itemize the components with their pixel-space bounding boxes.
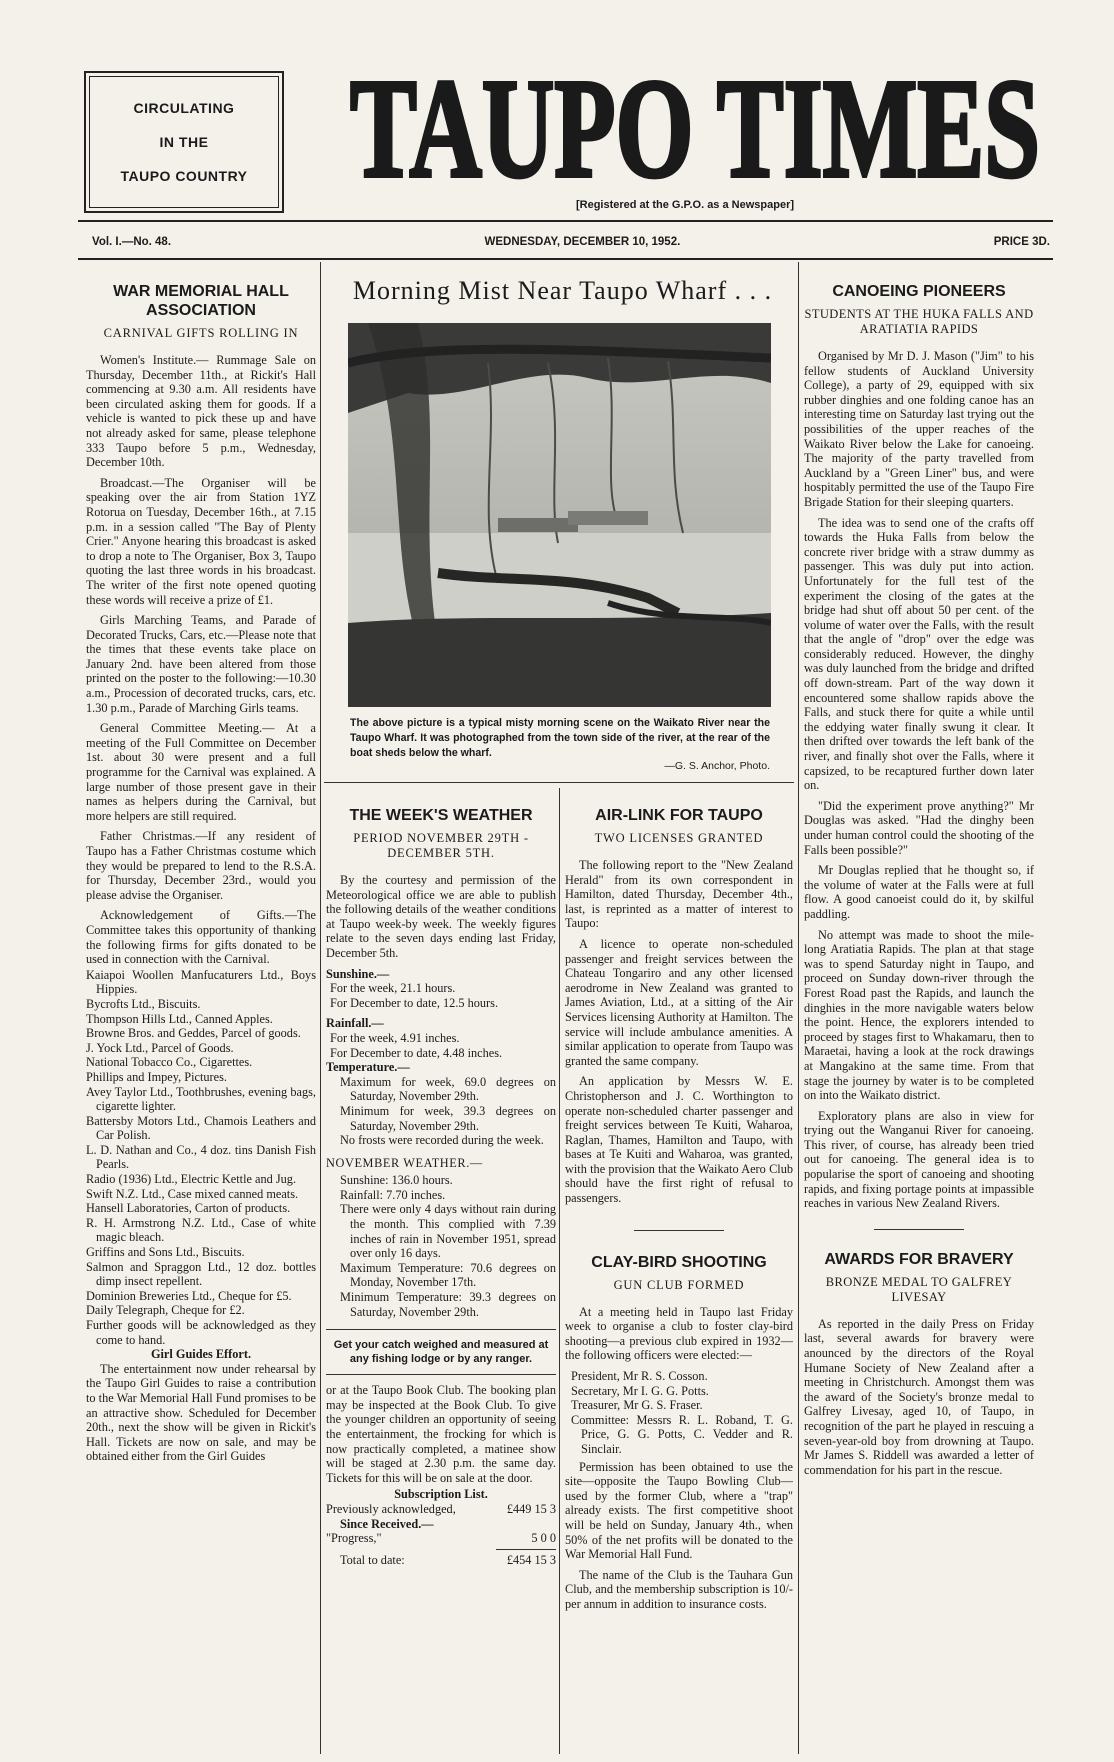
- claybird-heading: CLAY-BIRD SHOOTING: [591, 1253, 767, 1271]
- paragraph: Girls Marching Teams, and Parade of Decorated Trucks, Cars, etc.—Please note that the times that these events take place on January 2nd. have been altered from those printed on the poster to the following:—10.30 a.m., Procession of decorated trucks, cars, etc. 1.30 p.m., Parade of Marching Girls teams.: [86, 613, 316, 715]
- photo-morning-mist: [348, 323, 771, 707]
- newspaper-title-text: TAUPO TIMES: [350, 58, 1040, 198]
- subscription-amount: £454 15 3: [506, 1552, 556, 1567]
- photo-rule: [324, 782, 794, 783]
- gift-item: Bycrofts Ltd., Biscuits.: [86, 996, 201, 1011]
- paragraph: A licence to operate non-scheduled passenger and freight services between the Chateau Tongariro and any other licensed aerodrome in New Zealand was granted to James Aviation, Ltd., at a sitting of the Air Services licensing Authority at Hamilton. The service will include ambulance amenities. A similar application to operate from Taupo was granted the same company.: [565, 936, 793, 1068]
- claybird-subheading: GUN CLUB FORMED: [613, 1277, 745, 1292]
- airlink-article: [565, 806, 793, 1752]
- photo-credit: —G. S. Anchor, Photo.: [664, 760, 770, 772]
- gift-item: Kaiapoi Woollen Manfucaturers Ltd., Boys Hippies.: [86, 967, 316, 997]
- gift-item: Avey Taylor Ltd., Toothbrushes, evening bags, cigarette lighter.: [86, 1084, 316, 1114]
- november-line: Minimum Temperature: 39.3 degrees on Saturday, November 29th.: [340, 1290, 556, 1319]
- paragraph: Permission has been obtained to use the site—opposite the Taupo Bowling Club—used by the former Club, where a "trap" already exists. The first competitive shoot will be held on Sunday, January 4th., when 50% of the net profits will be donated to the War Memorial Hall Fund.: [565, 1459, 793, 1562]
- gift-item: Battersby Motors Ltd., Chamois Leathers and Car Polish.: [86, 1113, 316, 1143]
- since-title: Since Received.—: [340, 1516, 434, 1531]
- dateline: [92, 236, 1050, 248]
- subscription-row: [326, 1531, 556, 1546]
- article-divider: [634, 1230, 724, 1231]
- gift-item: National Tobacco Co., Cigarettes.: [86, 1055, 253, 1070]
- airlink-subheading: TWO LICENSES GRANTED: [594, 831, 764, 845]
- temperature-title: Temperature.—: [326, 1060, 410, 1075]
- temperature-line: Minimum for week, 39.3 degrees on Saturday, November 29th.: [340, 1103, 556, 1133]
- weather-article: [326, 806, 556, 1752]
- gift-item: Browne Bros. and Geddes, Parcel of goods.: [86, 1026, 301, 1041]
- photo-title: Morning Mist Near Taupo Wharf . . .: [352, 276, 773, 305]
- officer-line: Committee: Messrs R. L. Roband, T. G. Price, G. G. Potts, C. Vedder and R. Sinclair.: [571, 1412, 793, 1456]
- sum-rule: [496, 1549, 556, 1550]
- officer-line: President, Mr R. S. Cosson.: [571, 1369, 708, 1384]
- gift-item: Dominion Breweries Ltd., Cheque for £5.: [86, 1288, 292, 1303]
- paragraph: As reported in the daily Press on Friday last, several awards for bravery were anounced by the directors of the Royal Humane Society of New Zealand after a meeting in Christchurch. Amongst them was the award of the Society's bronze medal to Galfrey Livesay, aged 10, of Taupo, in recognition of the part he played in rescuing a seven-year-old boy from drowning at Taupo. Mr James S. Riddell was awarded a letter of commendation for his part in the rescue.: [804, 1316, 1034, 1477]
- november-title: NOVEMBER WEATHER.—: [326, 1155, 483, 1170]
- war-memorial-subheading: CARNIVAL GIFTS ROLLING IN: [103, 326, 299, 340]
- rainfall-line: For December to date, 4.48 inches.: [330, 1045, 503, 1060]
- paragraph: By the courtesy and permission of the Meteorological office we are able to publish the following details of the weather conditions at Taupo week-by week. The weekly figures relate to the seven days ending last Friday, December 5th.: [326, 873, 556, 960]
- paragraph: The idea was to send one of the crafts off towards the Huka Falls from below the concrete river bridge with a straw dummy as passenger. This was duly put into action. Unfortunately for the full test of the experiment the closing of the gates at the bridge had shut off about 50 per cent. of the volume of water over the Falls, with the result that the angle of "drop" over the edge was considerably reduced. However, the dinghy was duly launched from the bridge and drifted off down-stream. Part of the way down it encountered some shallow rapids above the Falls, and stuck there for quite a while until the eddying water finally swung it clear. It then drifted over towards the left bank of the river, and finally shot over the Falls, where it capsized, to be recaptured further down later on.: [804, 515, 1034, 793]
- registered-note: [Registered at the G.P.O. as a Newspaper]: [575, 199, 795, 211]
- subscription-label: Previously acknowledged,: [326, 1501, 456, 1516]
- gift-item: L. D. Nathan and Co., 4 doz. tins Danish Fish Pearls.: [86, 1142, 316, 1172]
- paragraph: At a meeting held in Taupo last Friday week to organise a club to foster clay-bird shooting—a previous club expired in 1932—the following officers were elected:—: [565, 1304, 793, 1363]
- subscription-amount: 5 0 0: [531, 1531, 556, 1546]
- circulating-line-1: CIRCULATING: [133, 100, 235, 116]
- paragraph: The name of the Club is the Tauhara Gun Club, and the membership subscription is 10/- per annum in addition to insurance costs.: [565, 1567, 793, 1611]
- subscription-label: Total to date:: [340, 1552, 405, 1567]
- fishing-note: Get your catch weighed and measured at any fishing lodge or by any ranger.: [326, 1329, 556, 1375]
- column-rule-1: [320, 262, 321, 1754]
- circulating-line-3: TAUPO COUNTRY: [120, 168, 248, 184]
- circulating-line-2: IN THE: [159, 134, 209, 150]
- weather-subheading: PERIOD NOVEMBER 29TH - DECEMBER 5TH.: [353, 831, 529, 860]
- circulating-box: [84, 71, 284, 213]
- temperature-line: Maximum for week, 69.0 degrees on Saturday, November 29th.: [340, 1074, 556, 1104]
- paragraph: The entertainment now under rehearsal by the Taupo Girl Guides to raise a contribution to the War Memorial Hall Fund promises to be an attractive show. Scheduled for December 20th., next the show will be given in Rickit's Hall. Tickets are now on sale, and may be obtained either from the Girl Guides: [86, 1361, 316, 1464]
- gift-item: Griffins and Sons Ltd., Biscuits.: [86, 1245, 245, 1260]
- sunshine-line: For the week, 21.1 hours.: [330, 981, 456, 996]
- girl-guides-title: Girl Guides Effort.: [150, 1347, 252, 1362]
- canoeing-article: [804, 282, 1034, 1752]
- paragraph: "Did the experiment prove anything?" Mr Douglas was asked. "Had the dinghy been under human control could the shooting of the Falls been possible?": [804, 798, 1034, 857]
- gift-item: Phillips and Impey, Pictures.: [86, 1069, 227, 1084]
- price: PRICE 3D.: [993, 236, 1050, 248]
- photo-caption: The above picture is a typical misty morning scene on the Waikato River near the Taupo Wharf. It was photographed from the town side of the river, at the rear of the boat sheds below the wharf.: [350, 717, 770, 759]
- newspaper-title: [345, 58, 1045, 198]
- bravery-heading: AWARDS FOR BRAVERY: [824, 1250, 1014, 1268]
- issue-date: WEDNESDAY, DECEMBER 10, 1952.: [484, 236, 681, 248]
- column-rule-3: [798, 262, 799, 1754]
- gift-item: Thompson Hills Ltd., Canned Apples.: [86, 1011, 273, 1026]
- subscription-amount: £449 15 3: [506, 1501, 556, 1516]
- paragraph: Acknowledgement of Gifts.—The Committee takes this opportunity of thanking the following firms for gifts donated to be used in connection with the Carnival.: [86, 908, 316, 967]
- gift-item: Radio (1936) Ltd., Electric Kettle and Jug.: [86, 1172, 297, 1187]
- paragraph: No attempt was made to shoot the mile-long Aratiatia Rapids. The plan at that stage was to spend Saturday night in Taupo, and proceed on Sunday down-river through the Forest Road past the Rapids, and launch the dinghies in the more navigable waters below the point. Hence, the explorers intended to proceed by stages first to Whakamaru, then to Maraetai, having a look at the rock drawings at Mangakino at the same time. From that stage the journey by water is to be completed on into the Waikato district.: [804, 927, 1034, 1103]
- gift-item: Daily Telegraph, Cheque for £2.: [86, 1303, 245, 1318]
- paragraph: Exploratory plans are also in view for trying out the Wanganui River for canoeing. This river, of course, has already been tried out for canoeing. The general idea is to popularise the sport of canoeing and shooting rapids, and fixing portage points at impassible reaches in various New Zealand Rivers.: [804, 1108, 1034, 1211]
- paragraph: Broadcast.—The Organiser will be speaking over the air from Station 1YZ Rotorua on Tuesday, December 16th., at 7.15 p.m. in a session called "The Bay of Plenty Crier." Anyone hearing this broadcast is asked to drop a note to The Organiser, Box 3, Taupo quoting the last three words in his broadcast. The writer of the first note opened quoting these words will receive a prize of £1.: [86, 475, 316, 607]
- gift-item: J. Yock Ltd., Parcel of Goods.: [86, 1040, 234, 1055]
- gift-item: Salmon and Spraggon Ltd., 12 doz. bottles dimp insect repellent.: [86, 1259, 316, 1289]
- war-memorial-article: [86, 282, 316, 1752]
- column-rule-2: [559, 788, 560, 1754]
- subscription-title: Subscription List.: [394, 1487, 488, 1502]
- subscription-row: [326, 1553, 556, 1568]
- article-divider: [874, 1229, 964, 1230]
- temperature-line: No frosts were recorded during the week.: [340, 1133, 544, 1148]
- officer-line: Secretary, Mr I. G. G. Potts.: [571, 1383, 709, 1398]
- masthead-rule-bottom: [78, 258, 1053, 260]
- gift-list: [86, 968, 316, 1347]
- november-line: Rainfall: 7.70 inches.: [340, 1187, 446, 1202]
- sunshine-line: For December to date, 12.5 hours.: [330, 995, 499, 1010]
- november-line: Maximum Temperature: 70.6 degrees on Monday, November 17th.: [340, 1260, 556, 1290]
- volume-number: Vol. I.—No. 48.: [92, 236, 172, 248]
- paragraph: General Committee Meeting.— At a meeting of the Full Committee on December 1st. about 30 were present and a full programme for the Carnival was explained. A large number of those present gave in their names as helpers during the Carnival, but more helpers are still required.: [86, 721, 316, 823]
- paragraph: Organised by Mr D. J. Mason ("Jim" to his fellow students of Auckland University College), a party of 29, equipped with six rubber dinghies and one folding canoe has an interesting time on Saturday last trying out the possibilities of the upper reaches of the Waikato River below the Lake for canoeing. The majority of the party travelled from Auckland by a "Green Liner" bus, and were hospitably permitted the use of the Taupo Fire Brigade Station for their sleeping quarters.: [804, 349, 1034, 509]
- paragraph: Mr Douglas replied that he thought so, if the volume of water at the Falls were at full flow. A good canoeist could do it, by skilful paddling.: [804, 863, 1034, 921]
- officer-line: Treasurer, Mr G. S. Fraser.: [571, 1398, 703, 1413]
- gift-item: R. H. Armstrong N.Z. Ltd., Case of white magic bleach.: [86, 1215, 316, 1245]
- gift-item: Hansell Laboratories, Carton of products.: [86, 1201, 291, 1216]
- paragraph: Father Christmas.—If any resident of Taupo has a Father Christmas costume which they would be prepared to lend to the R.S.A. for Thursday, December 23rd., would you please advise the Organiser.: [86, 829, 316, 902]
- paragraph: An application by Messrs W. E. Christopherson and J. C. Worthington to operate non-scheduled charter passenger and freight services between Te Kuiti, Waharoa, Raglan, Thames, Hamilton and Taupo, with bases at Te Kuiti and Waharoa, was granted, with the provision that the Waikato Aero Club should have the first right of refusal to passengers.: [565, 1074, 793, 1206]
- airlink-heading: AIR-LINK FOR TAUPO: [595, 807, 763, 824]
- canoeing-subheading: STUDENTS AT THE HUKA FALLS AND ARATIATIA RAPIDS: [804, 307, 1034, 336]
- masthead-rule-top: [78, 220, 1053, 222]
- gift-item: Further goods will be acknowledged as they come to hand.: [86, 1318, 316, 1347]
- november-line: Sunshine: 136.0 hours.: [340, 1173, 453, 1188]
- rainfall-title: Rainfall.—: [326, 1016, 384, 1031]
- sunshine-title: Sunshine.—: [326, 966, 390, 981]
- rainfall-line: For the week, 4.91 inches.: [330, 1030, 460, 1045]
- subscription-label: "Progress,": [326, 1531, 382, 1546]
- gift-item: Swift N.Z. Ltd., Case mixed canned meats.: [86, 1186, 299, 1201]
- war-memorial-heading: WAR MEMORIAL HALL ASSOCIATION: [113, 283, 289, 319]
- subscription-row: [326, 1502, 556, 1517]
- november-line: There were only 4 days without rain during the month. This complied with 7.39 inches of rain in November 1951, spread over only 16 days.: [340, 1202, 556, 1261]
- paragraph: Women's Institute.— Rummage Sale on Thursday, December 11th., at Rickit's Hall commencing at 9.30 a.m. All residents have been circulated asking them for goods. If a vehicle is wanted to pick these up and have not already asked for same, please telephone 333 Taupo before 5 p.m., Wednesday, December 10th.: [86, 353, 316, 470]
- weather-heading: THE WEEK'S WEATHER: [349, 807, 533, 824]
- canoeing-heading: CANOEING PIONEERS: [832, 283, 1006, 300]
- paragraph: The following report to the "New Zealand Herald" from its own correspondent in Hamilton, dated Thursday, December 4th., last, is reprinted as a matter of interest to Taupo:: [565, 858, 793, 931]
- bravery-subheading: BRONZE MEDAL TO GALFREY LIVESAY: [825, 1274, 1013, 1304]
- paragraph: or at the Taupo Book Club. The booking plan may be inspected at the Book Club. To give the younger children an opportunity of seeing the entertainment, the frocking for which is now practically completed, a matinee show will be staged at 2.30 p.m. the same day. Tickets for this will be on sale at the door.: [326, 1383, 556, 1485]
